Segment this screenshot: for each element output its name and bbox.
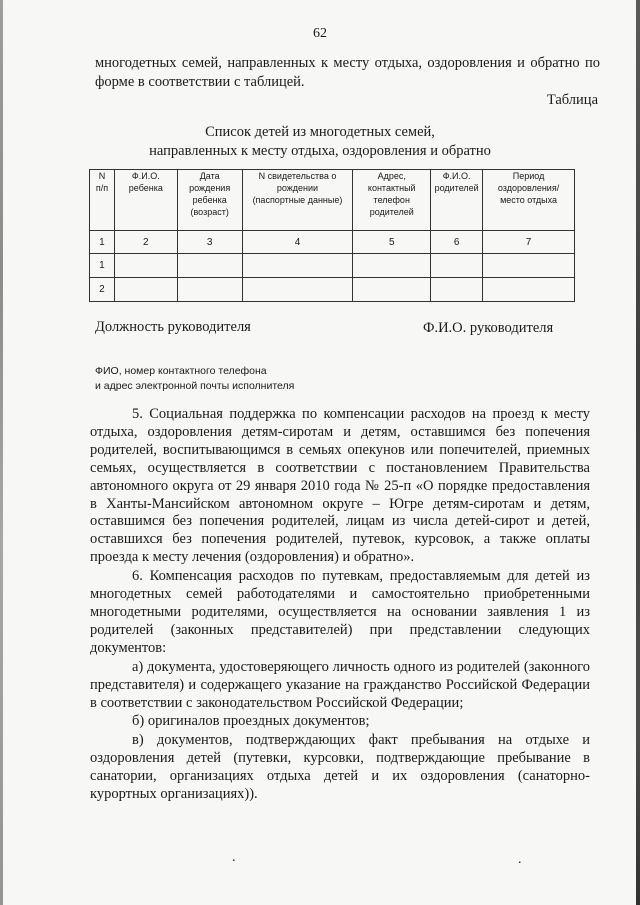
- list-title-line: направленных к месту отдыха, оздоровления и обратно: [149, 143, 491, 159]
- body-text: [90, 406, 590, 804]
- executor-line: и адрес электронной почты исполнителя: [95, 380, 295, 392]
- list-title: [0, 123, 640, 161]
- scan-speck: .: [232, 850, 236, 865]
- row-number: 1: [90, 254, 115, 278]
- header-cell: N п/п: [90, 170, 115, 231]
- page-number: 62: [313, 26, 327, 41]
- header-cell: Дата рождения ребенка (возраст): [177, 170, 242, 231]
- column-number: 3: [177, 231, 242, 254]
- column-number: 5: [353, 231, 431, 254]
- column-number: 6: [431, 231, 483, 254]
- scan-speck: .: [518, 852, 522, 867]
- intro-text: многодетных семей, направленных к месту отдыха, оздоровления и обратно по форме в соответствии с таблицей.: [95, 55, 600, 90]
- column-number: 4: [242, 231, 353, 254]
- signature-position: Должность руководителя: [95, 319, 251, 335]
- paragraph-5: 5. Социальная поддержка по компенсации расходов на проезд к месту отдыха, оздоровления детям-сиротам и детям, оставшимся без попечения родителей, воспитывающимся в семьях опекунов или попечителей, приемных семьях, осуществляется в соответствии с постановлением Правительства автономного округа от 29 января 2010 года № 25-п «О порядке предоставления в Ханты-Мансийском автономном округе – Югре детям-сиротам и детям, оставшимся без попечения родителей, лицам из числа детей-сирот и детей, оставшихся без попечения родителей, путевок, курсовок, а также оплаты проезда к месту лечения (оздоровления) и обратно».: [90, 406, 590, 566]
- paragraph-6: 6. Компенсация расходов по путевкам, предоставляемым для детей из многодетных семей работодателями и самостоятельно приобретенными многодетными родителями, осуществляется на основании заявления 1 из родителей (законных представителей) при представлении следующих документов:: [90, 568, 590, 656]
- children-table: [89, 169, 575, 302]
- table-caption: Таблица: [546, 92, 598, 108]
- signature-name: Ф.И.О. руководителя: [423, 320, 554, 336]
- column-number: 1: [90, 231, 115, 254]
- header-cell: Ф.И.О. ребенка: [114, 170, 177, 231]
- header-cell: Адрес, контактный телефон родителей: [353, 170, 431, 231]
- column-number-row: [90, 231, 575, 254]
- item-a: а) документа, удостоверяющего личность одного из родителей (законного представителя) и содержащего указание на гражданство Российской Федерации в соответствии с законодательством Российской Федерации;: [90, 658, 590, 711]
- header-cell: N свидетельства о рождении (паспортные данные): [242, 170, 353, 231]
- executor-line: ФИО, номер контактного телефона: [95, 365, 267, 377]
- table-header-row: [90, 170, 575, 231]
- row-number: 2: [90, 278, 115, 302]
- list-title-line: Список детей из многодетных семей,: [205, 124, 435, 140]
- table-row: [90, 278, 575, 302]
- item-c: в) документов, подтверждающих факт пребывания на отдыхе и оздоровления детей (путевки, курсовки, подтверждающие пребывание в санатории, организациях отдыха детей и их оздоровления (санаторно-курортных организациях)).: [90, 732, 590, 803]
- table-row: [90, 254, 575, 278]
- header-cell: Ф.И.О. родителей: [431, 170, 483, 231]
- column-number: 7: [483, 231, 575, 254]
- item-b: б) оригиналов проездных документов;: [132, 713, 370, 730]
- header-cell: Период оздоровления/ место отдыха: [483, 170, 575, 231]
- column-number: 2: [114, 231, 177, 254]
- executor-note: [95, 364, 294, 394]
